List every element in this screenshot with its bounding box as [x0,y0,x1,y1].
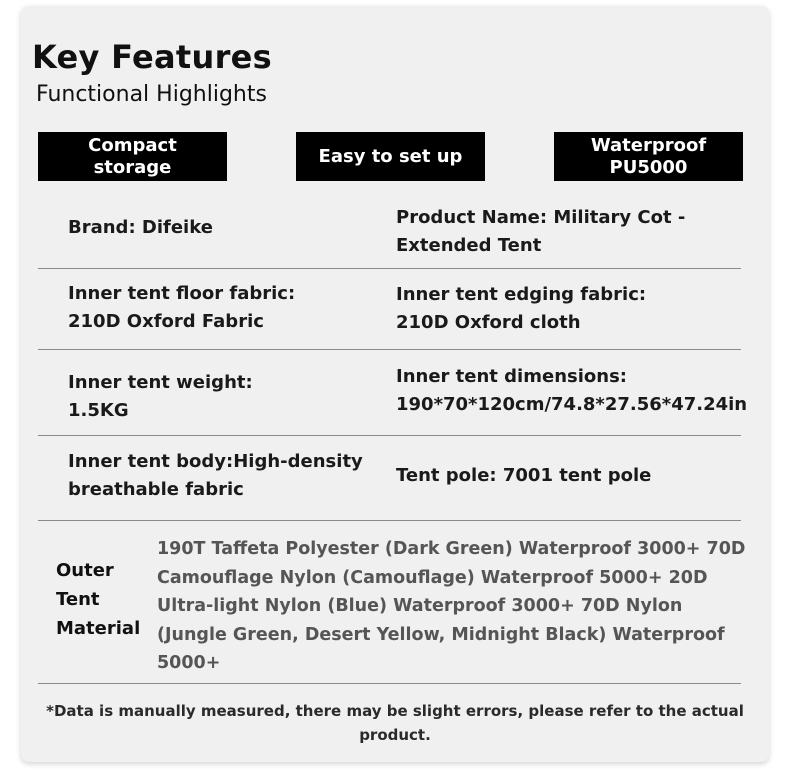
row-divider [38,349,741,350]
row-divider [38,268,741,269]
page-title: Key Features [32,38,273,76]
spec-tent-pole: Tent pole: 7001 tent pole [396,465,652,486]
row-divider [38,435,741,436]
outer-material-text: 190T Taffeta Polyester (Dark Green) Waterproof 3000+ 70D Camouflage Nylon (Camouflage) Waterproof 5000+ 20D Ultra-light Nylon (Blue) Waterproof 3000+ 70D Nylon (Jungle Green, Desert Yellow, Midnight Black) Waterproof 5000+ [157,539,746,673]
badge-easy-setup: Easy to set up [296,132,485,181]
row-divider [38,520,741,521]
outer-material-label: Outer Tent Material [56,560,141,639]
spec-edging-fabric: Inner tent edging fabric: 210D Oxford cloth [396,284,647,333]
spec-dimensions: Inner tent dimensions: 190*70*120cm/74.8*27.56*47.24in [396,366,748,415]
row-divider [38,683,741,684]
page-subtitle: Functional Highlights [36,82,267,107]
badge-waterproof: Waterproof PU5000 [554,132,743,181]
spec-product-name: Product Name: Military Cot - Extended Tent [396,207,686,256]
spec-body-fabric: Inner tent body:High-density breathable fabric [68,451,363,500]
spec-brand: Brand: Difeike [68,217,213,238]
spec-floor-fabric: Inner tent floor fabric: 210D Oxford Fabric [68,283,296,332]
spec-weight: Inner tent weight: 1.5KG [68,372,253,421]
measurement-note: *Data is manually measured, there may be slight errors, please refer to the actual product. [46,702,744,744]
badge-compact-storage: Compact storage [38,132,227,181]
